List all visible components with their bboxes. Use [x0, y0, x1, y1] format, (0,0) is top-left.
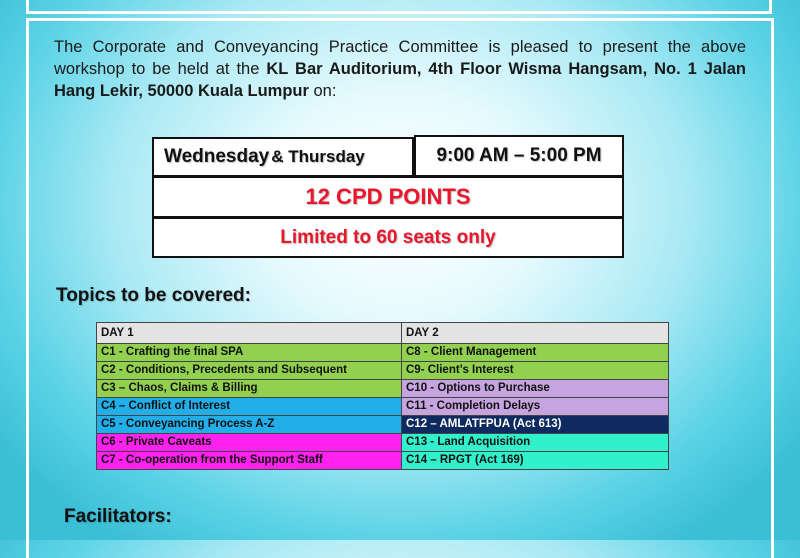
intro-paragraph [54, 36, 746, 102]
topics-heading [56, 285, 251, 307]
day2-topic: C11 - Completion Delays [402, 398, 669, 416]
table-row [97, 380, 669, 398]
table-row [97, 434, 669, 452]
topics-table [96, 322, 669, 470]
day2-topic: C8 - Client Management [402, 344, 669, 362]
day1-topic: C1 - Crafting the final SPA [97, 344, 402, 362]
day2-topic: C13 - Land Acquisition [402, 434, 669, 452]
topics-heading-colon: : [244, 285, 251, 306]
day1-topic: C4 – Conflict of Interest [97, 398, 402, 416]
cpd-points: 12 CPD POINTS [152, 176, 624, 218]
facilitators-heading [64, 506, 172, 528]
day2-topic: C9- Client’s Interest [402, 362, 669, 380]
table-row [97, 416, 669, 434]
decorative-frame-top [26, 0, 772, 14]
event-time: 9:00 AM – 5:00 PM [414, 135, 624, 177]
facilitators-heading-text: Facilitators [64, 506, 166, 527]
venue-address: KL Bar Auditorium, 4th Floor Wisma Hangsam, No. 1 Jalan Hang Lekir, 50000 Kuala Lumpur [54, 60, 746, 100]
day1-header: DAY 1 [97, 323, 402, 344]
day1-topic: C7 - Co-operation from the Support Staff [97, 452, 402, 470]
day2-topic: C12 – AMLATFPUA (Act 613) [402, 416, 669, 434]
day1-topic: C6 - Private Caveats [97, 434, 402, 452]
intro-text-end: on: [308, 82, 337, 100]
day1-topic: C5 - Conveyancing Process A-Z [97, 416, 402, 434]
event-day-second: & Thursday [271, 147, 365, 166]
table-row [97, 344, 669, 362]
day1-topic: C2 - Conditions, Precedents and Subsequent [97, 362, 402, 380]
table-row [97, 398, 669, 416]
topics-heading-text: Topics to be covered [56, 285, 245, 306]
event-days [152, 137, 414, 177]
day1-topic: C3 – Chaos, Claims & Billing [97, 380, 402, 398]
table-row [97, 452, 669, 470]
day2-header: DAY 2 [402, 323, 669, 344]
day2-topic: C10 - Options to Purchase [402, 380, 669, 398]
event-day-first: Wednesday [164, 146, 270, 167]
table-header-row [97, 323, 669, 344]
day2-topic: C14 – RPGT (Act 169) [402, 452, 669, 470]
table-row [97, 362, 669, 380]
intro-text: The Corporate and Conveyancing Practice Committee is pleased to present the above workshop to be held at the [54, 38, 746, 78]
seat-limit: Limited to 60 seats only [152, 217, 624, 258]
facilitators-heading-colon: : [165, 506, 172, 527]
